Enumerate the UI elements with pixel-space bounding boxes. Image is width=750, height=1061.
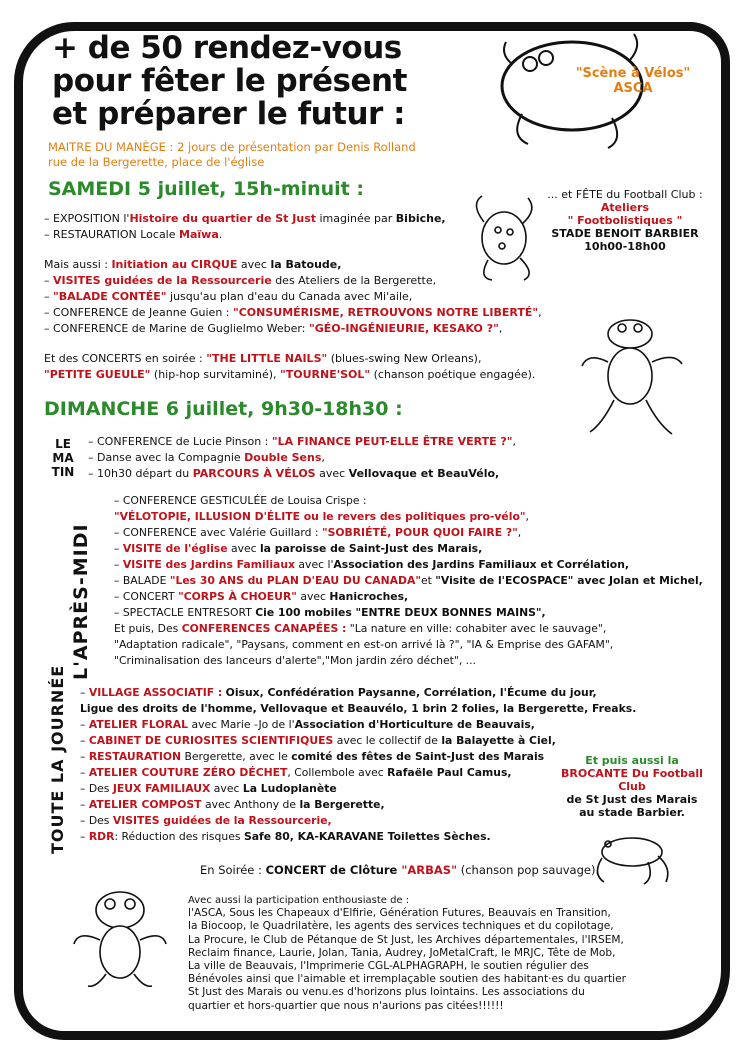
apres-midi-item-bold: Cie 100 mobiles "ENTRE DEUX BONNES MAINS", [255, 606, 546, 619]
soiree-tail: (chanson pop sauvage). [457, 863, 600, 877]
samedi-mais-item-text: jusqu'au plan d'eau du Canada avec Mi'aile, [166, 290, 413, 303]
participation-line: Bénévoles ainsi que l'aimable et irremplaçable soutien des habitant·es du quartier [188, 973, 626, 986]
maitre-line2: rue de la Bergerette, place de l'église [48, 155, 265, 169]
apres-midi-item-highlight: "VÉLOTOPIE, ILLUSION D'ÉLITE ou le revers des politiques pro-vélo" [114, 510, 526, 523]
samedi-item [44, 227, 446, 243]
frog-jumping-illustration [458, 192, 548, 282]
participation-line: La Procure, le Club de Pétanque de St Just, les Archives départementales, l'IRSEM, [188, 933, 624, 946]
journee-item [80, 717, 636, 733]
samedi-mais-item-text: – CONFERENCE de Jeanne Guien : [44, 306, 233, 319]
apres-midi-item-highlight: "SOBRIÉTÉ, POUR QUOI FAIRE ?" [321, 526, 518, 539]
participation-line: Reclaim finance, Laurie, Jolan, Tania, Audrey, JoMetalCraft, le MRJC, Tête de Mob, [188, 946, 616, 959]
journee-item-highlight: ATELIER COUTURE ZÉRO DÉCHET [88, 766, 288, 779]
title-line-1: + de 50 rendez-vous [52, 30, 402, 66]
concerts-line2-text1: (hip-hop survitaminé), [150, 368, 281, 381]
apres-midi-item-text: – [114, 542, 123, 555]
participation-line: La ville de Beauvais, l'Imprimerie CGL-ALPHAGRAPH, le soutien régulier des [188, 960, 589, 973]
apres-midi-item [114, 573, 703, 589]
journee-item-text: : Réduction des risques [114, 830, 244, 843]
title-line-3: et préparer le futur : [52, 96, 406, 132]
brocante-line1: Et puis aussi la [585, 754, 679, 767]
samedi-mais-item-text: avec [237, 258, 271, 271]
concerts-line1-tail: (blues-swing New Orleans), [327, 352, 482, 365]
samedi-mais-item-highlight: Initiation au CIRQUE [111, 258, 238, 271]
apres-midi-item [114, 589, 703, 605]
journee-item-text: – Des [80, 782, 113, 795]
participation-line: l'ASCA, Sous les Chapeaux d'Elfirie, Génération Futures, Beauvais en Transition, [188, 907, 611, 920]
matin-item-text: , [321, 451, 325, 464]
journee-item-bold: la Bergerette, [299, 798, 385, 811]
apres-midi-item-text: Et puis, Des [114, 622, 182, 635]
concerts-line2 [44, 367, 535, 383]
apres-midi-item-text: , [525, 510, 529, 523]
scene-bubble-line2: ASCA [613, 81, 653, 96]
matin-item-bold: Vellovaque et BeauVélo, [348, 467, 500, 480]
football-line4: STADE BENOIT BARBIER [551, 227, 699, 240]
participation-line: St Just des Marais ou venu.es d'horizons plus lointains. Les associations du [188, 986, 585, 999]
toute-la-journee-label: TOUTE LA JOURNÉE [48, 664, 67, 854]
concerts-line2-text2: (chanson poétique engagée). [370, 368, 536, 381]
samedi-mais-item-text: , [498, 322, 503, 335]
apres-midi-item-text: et [420, 574, 436, 587]
journee-item-highlight: JEUX FAMILIAUX [112, 782, 211, 795]
matin-item-text: – 10h30 départ du [88, 467, 193, 480]
matin-item-highlight: "LA FINANCE PEUT-ELLE ÊTRE VERTE ?" [271, 435, 513, 448]
apres-midi-item [114, 621, 703, 637]
dimanche-heading: DIMANCHE 6 juillet, 9h30-18h30 : [44, 398, 403, 420]
samedi-mais-item-highlight: "CONSUMÉRISME, RETROUVONS NOTRE LIBERTÉ" [233, 306, 539, 319]
apres-midi-item [114, 509, 703, 525]
apres-midi-item-text: – [114, 558, 123, 571]
journee-item-text: avec [210, 782, 243, 795]
football-line5: 10h00-18h00 [584, 240, 666, 253]
scene-bubble-line1: "Scène à Vélos" [575, 66, 691, 81]
journee-item-text: – [80, 830, 89, 843]
apres-midi-item [114, 653, 703, 669]
football-line2: Ateliers [600, 201, 650, 214]
journee-item-text: – [80, 686, 89, 699]
journee-item-highlight: ATELIER COMPOST [88, 798, 202, 811]
apres-midi-item-text: avec [227, 542, 260, 555]
journee-item-highlight: RDR [88, 830, 115, 843]
samedi-item-text: . [218, 228, 223, 241]
journee-item-text: avec le collectif de [333, 734, 442, 747]
samedi-mais-item [44, 305, 542, 321]
samedi-heading: SAMEDI 5 juillet, 15h-minuit : [48, 178, 364, 200]
frog-bottom-illustration [70, 880, 170, 990]
samedi-item-text: – EXPOSITION l' [44, 212, 130, 225]
apres-midi-item-text: – BALADE [114, 574, 170, 587]
participation-block [188, 894, 626, 1013]
apres-midi-item-highlight: CONFERENCES CANAPÉES : [181, 622, 347, 635]
matin-item-text: , [512, 435, 517, 448]
apres-midi-item-text: avec l' [295, 558, 334, 571]
samedi-mais-item-text: – CONFERENCE de Marine de Guglielmo Weber: [44, 322, 309, 335]
apres-midi-item [114, 557, 703, 573]
frog-standing-illustration [578, 312, 688, 442]
apres-midi-item-text: – SPECTACLE ENTRESORT [114, 606, 256, 619]
journee-item-highlight: ATELIER FLORAL [88, 718, 189, 731]
samedi-mais-item-text: – [44, 290, 53, 303]
brocante-line4: au stade Barbier. [579, 806, 685, 819]
apres-midi-item-highlight: "CORPS À CHOEUR" [178, 590, 297, 603]
apres-midi-item-text: "Criminalisation des lanceurs d'alerte","Mon jardin zéro déchet", ... [114, 654, 476, 667]
apres-midi-item-highlight: VISITE de l'église [122, 542, 228, 555]
samedi-mais-item-text: – [44, 274, 53, 287]
journee-item-bold: La Ludoplanète [242, 782, 337, 795]
samedi-item [44, 211, 446, 227]
participation-intro: Avec aussi la participation enthousiaste de : [188, 895, 410, 906]
concerts-line1-text: Et des CONCERTS en soirée : [44, 352, 207, 365]
title-line-2: pour fêter le présent [52, 63, 407, 99]
matin-item [88, 450, 516, 466]
participation-list [188, 907, 626, 1013]
samedi-mais-item-text: des Ateliers de la Bergerette, [271, 274, 437, 287]
apres-midi-item-highlight: VISITE des Jardins Familiaux [122, 558, 295, 571]
matin-label-2: MA [52, 451, 74, 465]
samedi-mais-item-highlight: "GÉO-INGÉNIEURIE, KESAKO ?" [308, 322, 499, 335]
mais-aussi-label: Mais aussi : [44, 258, 112, 271]
apres-midi-item-bold: "Visite de l'ECOSPACE" avec Jolan et Michel, [435, 574, 703, 587]
samedi-mais-item-highlight: "BALADE CONTÉE" [53, 290, 167, 303]
journee-item-bold: comité des fêtes de Saint-Just des Marais [291, 750, 545, 763]
samedi-item-text: – RESTAURATION Locale [44, 228, 180, 241]
apres-midi-item-text: – CONCERT [114, 590, 179, 603]
samedi-concerts [44, 351, 535, 383]
matin-item [88, 434, 516, 450]
samedi-item-highlight: Histoire du quartier de St Just [129, 212, 316, 225]
soiree-red: "ARBAS" [401, 863, 458, 877]
participation-line: la Biocoop, le Quadrilatère, les agents des services techniques et du copilotage, [188, 920, 614, 933]
journee-item-bold: Safe 80, KA-KARAVANE Toilettes Sèches. [243, 830, 491, 843]
matin-label-3: TIN [51, 465, 75, 479]
apres-midi-item [114, 605, 703, 621]
journee-item-highlight: VISITES guidées de la Ressourcerie, [112, 814, 332, 827]
football-block [530, 188, 720, 253]
journee-item-text: – [80, 766, 89, 779]
soiree-line [200, 862, 599, 878]
samedi-mais-item-bold: la Batoude, [270, 258, 342, 271]
apres-midi-item-text: avec [296, 590, 330, 603]
concerts-line1-red: "THE LITTLE NAILS" [206, 352, 328, 365]
journee-item-text: avec Marie -Jo de l' [188, 718, 295, 731]
journee-item-text: , Collembole avec [287, 766, 388, 779]
journee-item-bold: la Balayette à Ciel, [441, 734, 556, 747]
apres-midi-item-bold: la paroisse de Saint-Just des Marais, [259, 542, 483, 555]
samedi-mais-item [44, 321, 542, 337]
apres-midi-item-text: – CONFERENCE avec Valérie Guillard : [114, 526, 322, 539]
journee-item-highlight: CABINET DE CURIOSITES SCIENTIFIQUES [88, 734, 334, 747]
maitre-line1: MAITRE DU MANÈGE : 2 jours de présentation par Denis Rolland [48, 140, 416, 154]
matin-item-text: – CONFERENCE de Lucie Pinson : [88, 435, 272, 448]
journee-item-bold: Association d'Horticulture de Beauvais, [294, 718, 535, 731]
participation-line: quartier et hors-quartier que nous n'aurions pas citées!!!!!! [188, 999, 504, 1012]
journee-item-text: – [80, 798, 89, 811]
concerts-line2-red2: "TOURNE'SOL" [280, 368, 371, 381]
samedi-item-highlight: Maïwa [179, 228, 219, 241]
journee-item-text: – Des [80, 814, 113, 827]
journee-item [80, 733, 636, 749]
brocante-block [552, 754, 712, 819]
samedi-mais-item [44, 289, 542, 305]
apres-midi-item-bold: Hanicroches, [329, 590, 409, 603]
journee-item-text: Bergerette, avec le [181, 750, 292, 763]
soiree-bold: CONCERT de Clôture [265, 863, 402, 877]
matin-item [88, 466, 516, 482]
samedi-mais-item-highlight: VISITES guidées de la Ressourcerie [53, 274, 272, 287]
brocante-line2: BROCANTE Du Football Club [561, 767, 703, 793]
apres-midi-item [114, 637, 703, 653]
frog-lying-illustration [588, 818, 678, 888]
football-line1: ... et FÊTE du Football Club : [547, 188, 703, 201]
soiree-text: En Soirée : [200, 863, 266, 877]
journee-item [80, 685, 636, 701]
journee-item-highlight: VILLAGE ASSOCIATIF : [88, 686, 223, 699]
apres-midi-item [114, 541, 703, 557]
samedi-list [44, 211, 446, 243]
apres-midi-item [114, 525, 703, 541]
apres-midi-item-text: , [517, 526, 522, 539]
journee-item-text: avec Anthony de [201, 798, 300, 811]
journee-item [80, 701, 636, 717]
journee-item-bold: Oisux, Confédération Paysanne, Corrélation, l'Écume du jour, [225, 686, 597, 699]
apres-midi-item-bold: Association des Jardins Familiaux et Corrélation, [333, 558, 630, 571]
brocante-line3: de St Just des Marais [566, 793, 698, 806]
journee-item [80, 829, 636, 845]
journee-item-text: – [80, 734, 89, 747]
matin-item-highlight: Double Sens [244, 451, 322, 464]
matin-item-highlight: PARCOURS À VÉLOS [192, 467, 316, 480]
apres-midi-item-text: – CONFERENCE GESTICULÉE de Louisa Crispe : [114, 494, 367, 507]
matin-label [48, 437, 78, 479]
maitre-du-manege [48, 140, 416, 170]
apres-midi-item-text: "La nature en ville: cohabiter avec le sauvage", [346, 622, 607, 635]
journee-item-highlight: RESTAURATION [88, 750, 182, 763]
page-title [52, 32, 492, 131]
apres-midi-item-text: "Adaptation radicale", "Paysans, comment en est-on arrivé là ?", "IA & Emprise des GAFAM", [114, 638, 614, 651]
apres-midi-item-highlight: "Les 30 ANS du PLAN D'EAU DU CANADA" [169, 574, 421, 587]
apres-midi-list [114, 493, 703, 669]
journee-item-text: – [80, 750, 89, 763]
journee-item-bold: Rafaële Paul Camus, [387, 766, 512, 779]
apres-midi-label: L'APRÈS-MIDI [70, 523, 92, 680]
apres-midi-item [114, 493, 703, 509]
matin-item-text: – Danse avec la Compagnie [88, 451, 245, 464]
concerts-line1 [44, 351, 535, 367]
concerts-line2-red1: "PETITE GUEULE" [44, 368, 151, 381]
football-line3: " Footbolistiques " [567, 214, 683, 227]
samedi-item-bold: Bibiche, [395, 212, 446, 225]
matin-label-1: LE [55, 437, 71, 451]
journee-item-text: – [80, 718, 89, 731]
matin-list [88, 434, 516, 482]
samedi-item-text: imaginée par [316, 212, 396, 225]
scene-bubble [568, 66, 698, 96]
matin-item-text: avec [315, 467, 349, 480]
journee-item-bold: Ligue des droits de l'homme, Vellovaque et Beauvélo, 1 brin 2 folies, la Bergerette, Freaks. [80, 702, 637, 715]
samedi-mais-item-text: , [538, 306, 542, 319]
